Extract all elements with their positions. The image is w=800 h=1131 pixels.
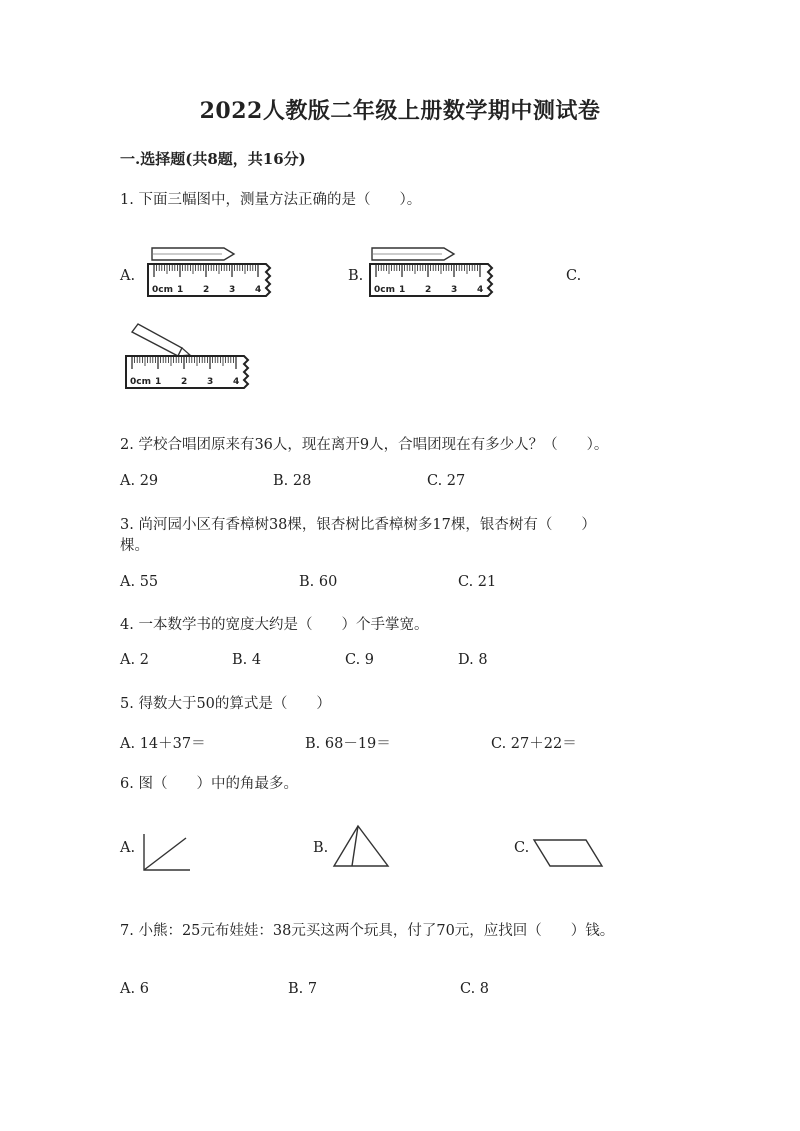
q5-option-b: B. 68－19＝ (305, 736, 391, 752)
question-1: 1. 下面三幅图中，测量方法正确的是（ ）。 (120, 192, 422, 208)
ruler-tick-label: 3 (229, 285, 236, 295)
ruler-tick-label: 3 (451, 285, 458, 295)
ruler-tick-label: 4 (477, 285, 484, 295)
question-7: 7. 小熊：25元布娃娃：38元买这两个玩具，付了70元，应找回（ ）钱。 (120, 923, 615, 939)
ruler-tick-label: 2 (203, 285, 210, 295)
section-heading: 一.选择题(共8题，共16分) (120, 150, 306, 168)
ruler-tick-label: 1 (399, 285, 406, 295)
ruler-zero-label: 0cm (374, 285, 395, 295)
ruler-tick-label: 3 (207, 377, 214, 387)
q5-option-c: C. 27＋22＝ (491, 736, 577, 752)
pencil-icon (132, 324, 190, 356)
question-3: 3. 尚河园小区有香樟树38棵，银杏树比香樟树多17棵，银杏树有（ ） (120, 517, 596, 533)
ruler-icon (370, 264, 492, 296)
pencil-icon (372, 248, 454, 260)
q2-option-b: B. 28 (273, 473, 312, 489)
pencil-icon (152, 248, 234, 260)
q6-option-a: A. (120, 840, 136, 856)
ruler-icon (148, 264, 270, 296)
question-5: 5. 得数大于50的算式是（ ） (120, 696, 331, 712)
q3-option-b: B. 60 (299, 574, 338, 590)
q4-option-c: C. 9 (345, 652, 375, 668)
ruler-tick-label: 4 (255, 285, 262, 295)
q2-option-a: A. 29 (120, 473, 159, 489)
ruler-picture-b (362, 242, 512, 300)
question-2: 2. 学校合唱团原来有36人，现在离开9人，合唱团现在有多少人？（ ）。 (120, 437, 609, 453)
q3-option-a: A. 55 (120, 574, 159, 590)
ruler-tick-label: 2 (425, 285, 432, 295)
q7-option-c: C. 8 (460, 981, 490, 997)
q4-option-a: A. 2 (120, 652, 149, 668)
q6-option-b: B. (313, 840, 329, 856)
q2-option-c: C. 27 (427, 473, 466, 489)
q5-option-a: A. 14＋37＝ (120, 736, 206, 752)
q7-option-b: B. 7 (288, 981, 318, 997)
ruler-picture-c (118, 322, 268, 392)
ruler-picture-a (140, 242, 290, 300)
q1-option-c: C. (566, 268, 582, 284)
ruler-icon (126, 356, 248, 388)
ruler-tick-label: 1 (155, 377, 162, 387)
q7-option-a: A. 6 (120, 981, 149, 997)
ruler-zero-label: 0cm (152, 285, 173, 295)
q4-option-d: D. 8 (458, 652, 488, 668)
ruler-tick-label: 4 (233, 377, 240, 387)
question-3-continued: 棵。 (120, 538, 149, 554)
q3-option-c: C. 21 (458, 574, 497, 590)
question-6: 6. 图（ ）中的角最多。 (120, 776, 298, 792)
q4-option-b: B. 4 (232, 652, 262, 668)
ruler-zero-label: 0cm (130, 377, 151, 387)
triangle-figure (330, 822, 392, 872)
q6-option-c: C. (514, 840, 530, 856)
question-4: 4. 一本数学书的宽度大约是（ ）个手掌宽。 (120, 617, 429, 633)
ruler-tick-label: 2 (181, 377, 188, 387)
angle-figure (138, 828, 194, 876)
parallelogram-figure (530, 836, 608, 872)
page-title: 2022人教版二年级上册数学期中测试卷 (199, 98, 601, 124)
q1-option-a: A. (120, 268, 136, 284)
ruler-tick-label: 1 (177, 285, 184, 295)
q1-option-b: B. (348, 268, 364, 284)
